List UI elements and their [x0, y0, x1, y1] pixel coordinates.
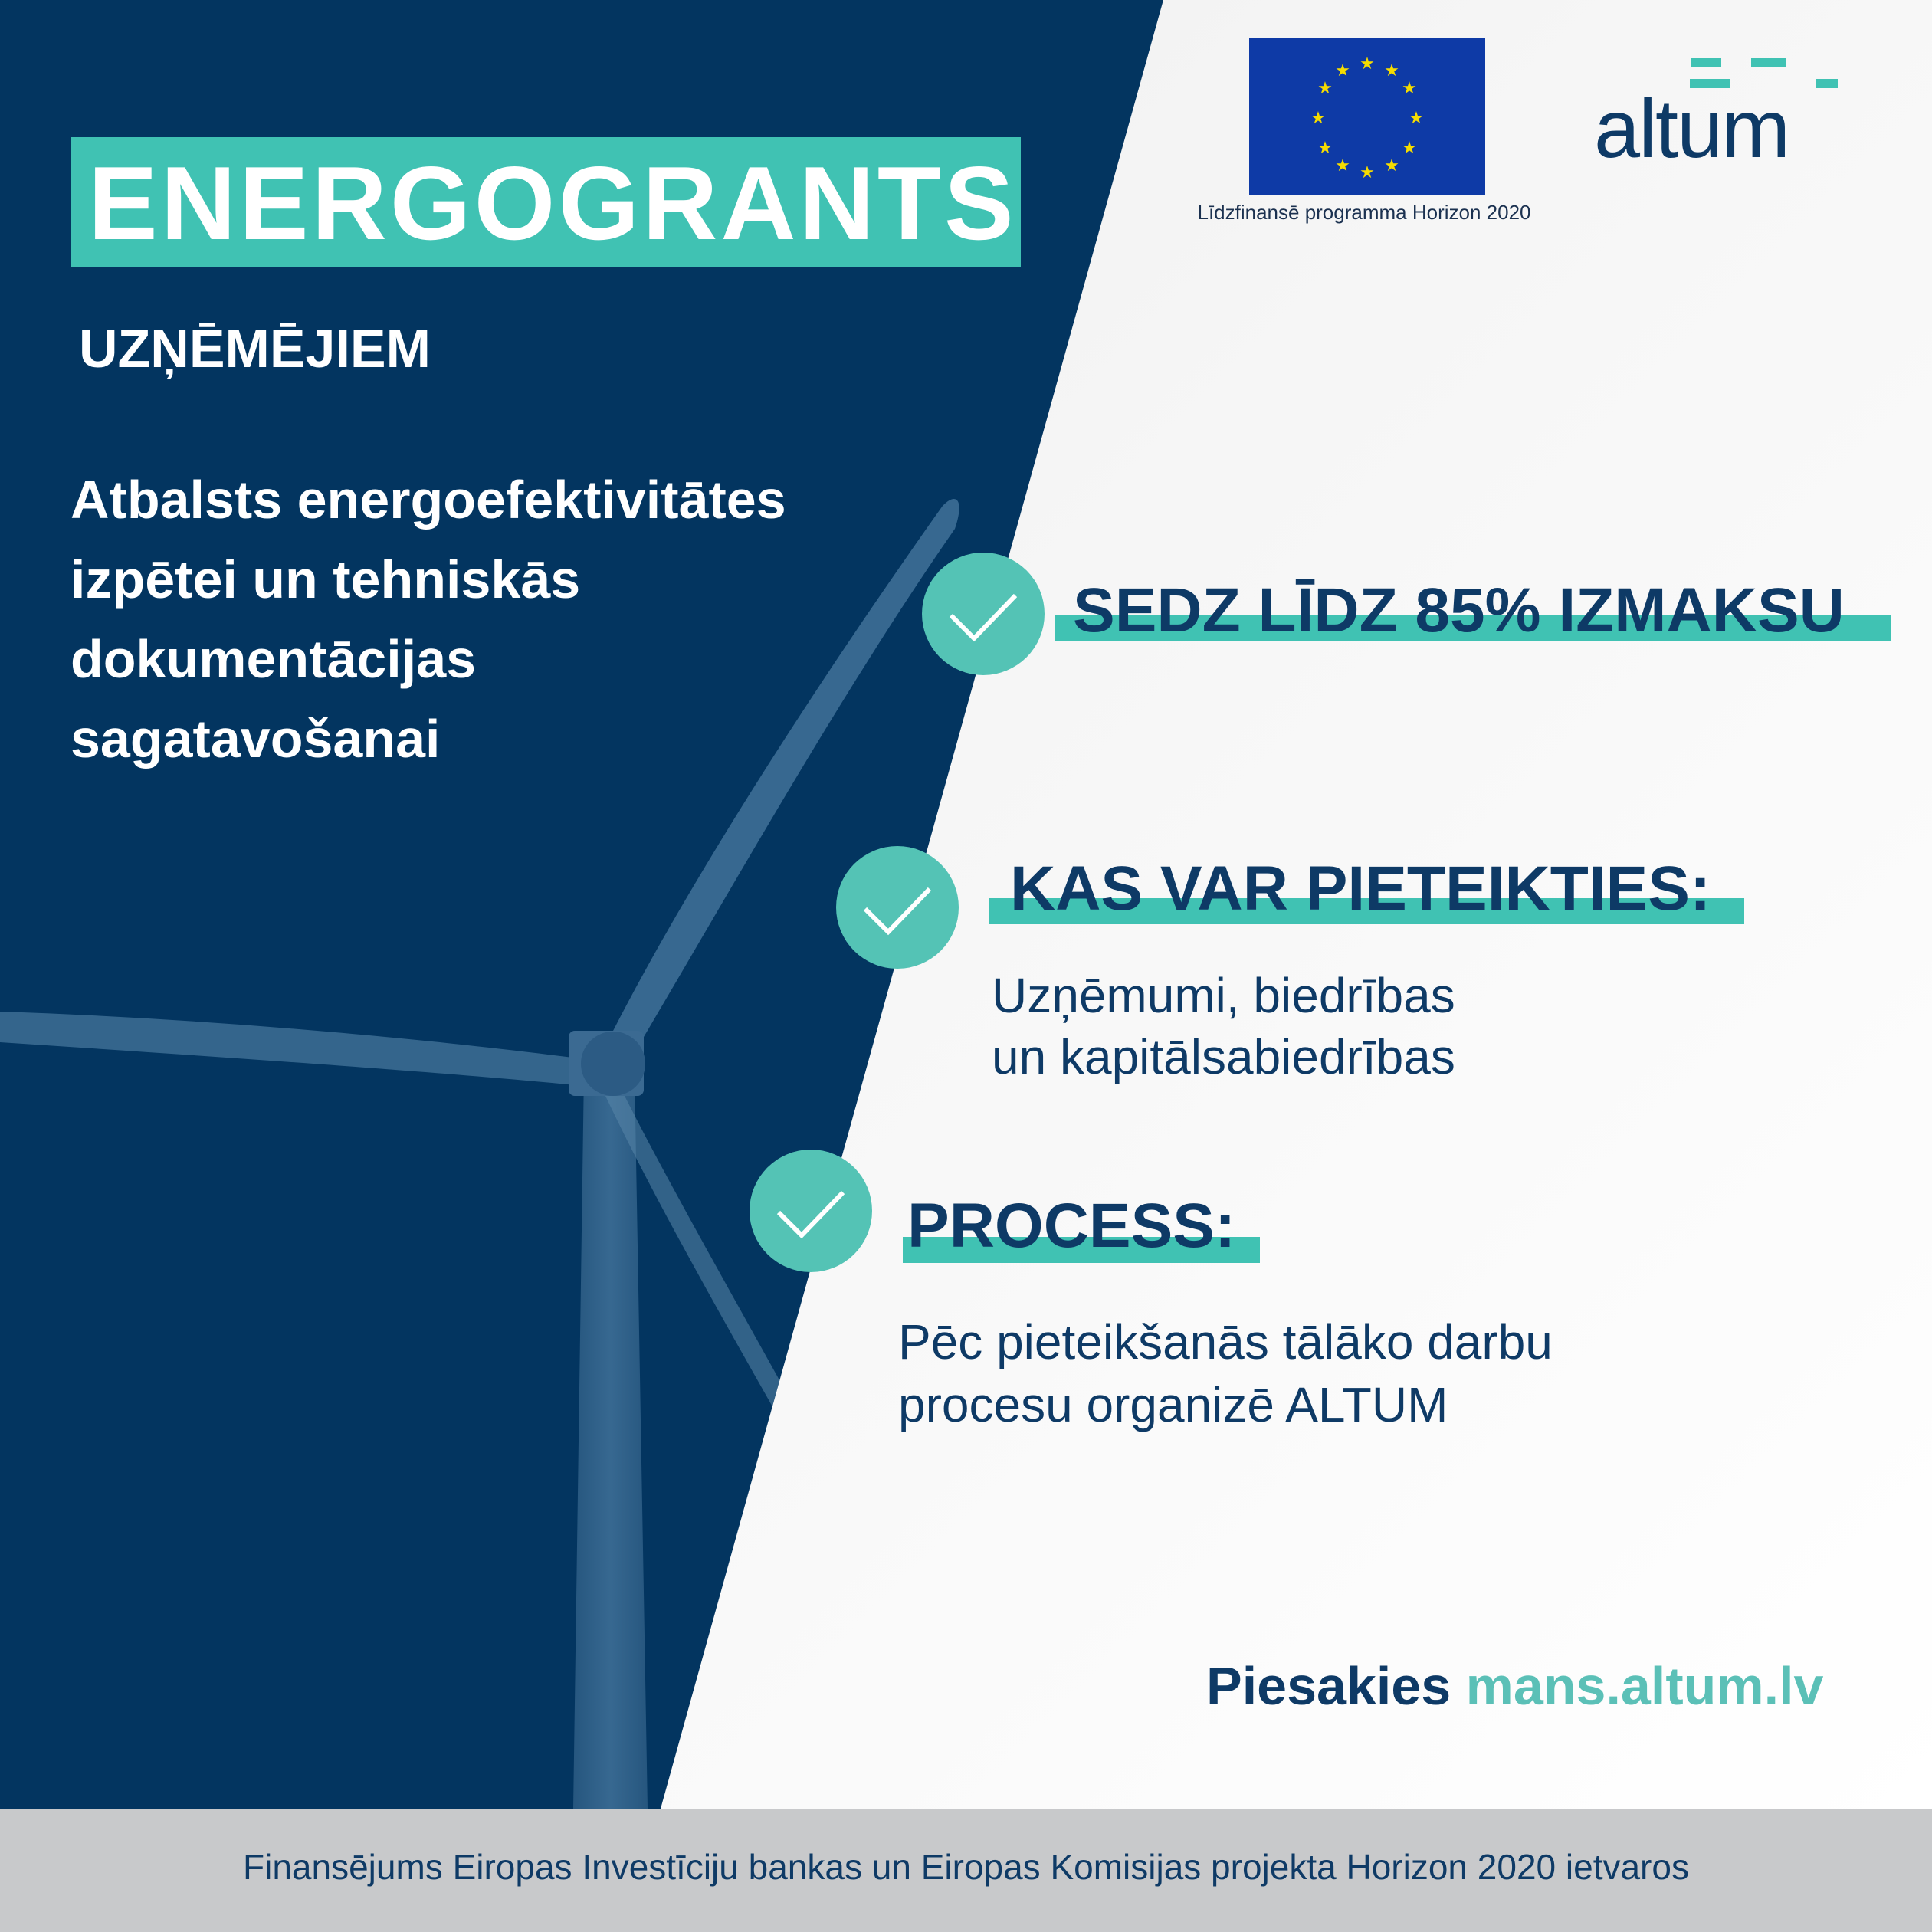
intro-line: sagatavošanai	[71, 709, 441, 769]
svg-text:★: ★	[1317, 139, 1333, 158]
altum-logo-bar	[1751, 58, 1786, 67]
altum-logo-text: altum	[1594, 82, 1789, 175]
eu-stars	[1249, 38, 1485, 195]
intro-line: dokumentācijas	[71, 629, 477, 689]
intro-line: Atbalsts energoefektivitātes	[71, 470, 786, 530]
svg-text:★: ★	[1402, 79, 1417, 98]
svg-text:★: ★	[1335, 156, 1350, 175]
svg-text:★: ★	[1409, 109, 1424, 128]
intro-text	[71, 460, 1028, 779]
feature-body-line: un kapitālsabiedrības	[992, 1029, 1455, 1084]
svg-text:★: ★	[1317, 79, 1333, 98]
eu-flag-icon	[1249, 38, 1485, 195]
eu-caption: Līdzfinansē programma Horizon 2020	[1197, 201, 1531, 224]
svg-text:★: ★	[1384, 156, 1399, 175]
altum-logo-bar	[1816, 79, 1838, 88]
check-icon	[922, 553, 1045, 675]
svg-text:★: ★	[1384, 61, 1399, 80]
check-icon	[750, 1150, 872, 1272]
svg-text:★: ★	[1335, 61, 1350, 80]
call-to-action	[1206, 1655, 1823, 1717]
intro-line: izpētei un tehniskās	[71, 549, 581, 609]
check-icon	[836, 846, 959, 969]
feature-body-line: Uzņēmumi, biedrības	[992, 968, 1455, 1023]
footer-text: Finansējums Eiropas Investīciju bankas un Eiropas Komisijas projekta Horizon 2020 ietvaros	[243, 1847, 1689, 1887]
page-title: ENERGOGRANTS	[88, 145, 1017, 261]
feature-heading-coverage: SEDZ LĪDZ 85% IZMAKSU	[1073, 576, 1845, 645]
svg-text:★: ★	[1360, 163, 1375, 182]
cta-link[interactable]: mans.altum.lv	[1465, 1656, 1824, 1716]
svg-text:★: ★	[1402, 139, 1417, 158]
page-subtitle: UZŅĒMĒJIEM	[79, 319, 431, 379]
feature-body-line: Pēc pieteikšanās tālāko darbu	[898, 1314, 1553, 1369]
svg-text:★: ★	[1360, 54, 1375, 74]
feature-heading-who: KAS VAR PIETEIKTIES:	[1010, 854, 1711, 923]
feature-body-line: procesu organizē ALTUM	[898, 1377, 1448, 1432]
feature-heading-process: PROCESS:	[907, 1191, 1236, 1261]
altum-logo-bar	[1691, 58, 1721, 67]
cta-prefix: Piesakies	[1206, 1656, 1451, 1716]
svg-text:★: ★	[1310, 109, 1326, 128]
